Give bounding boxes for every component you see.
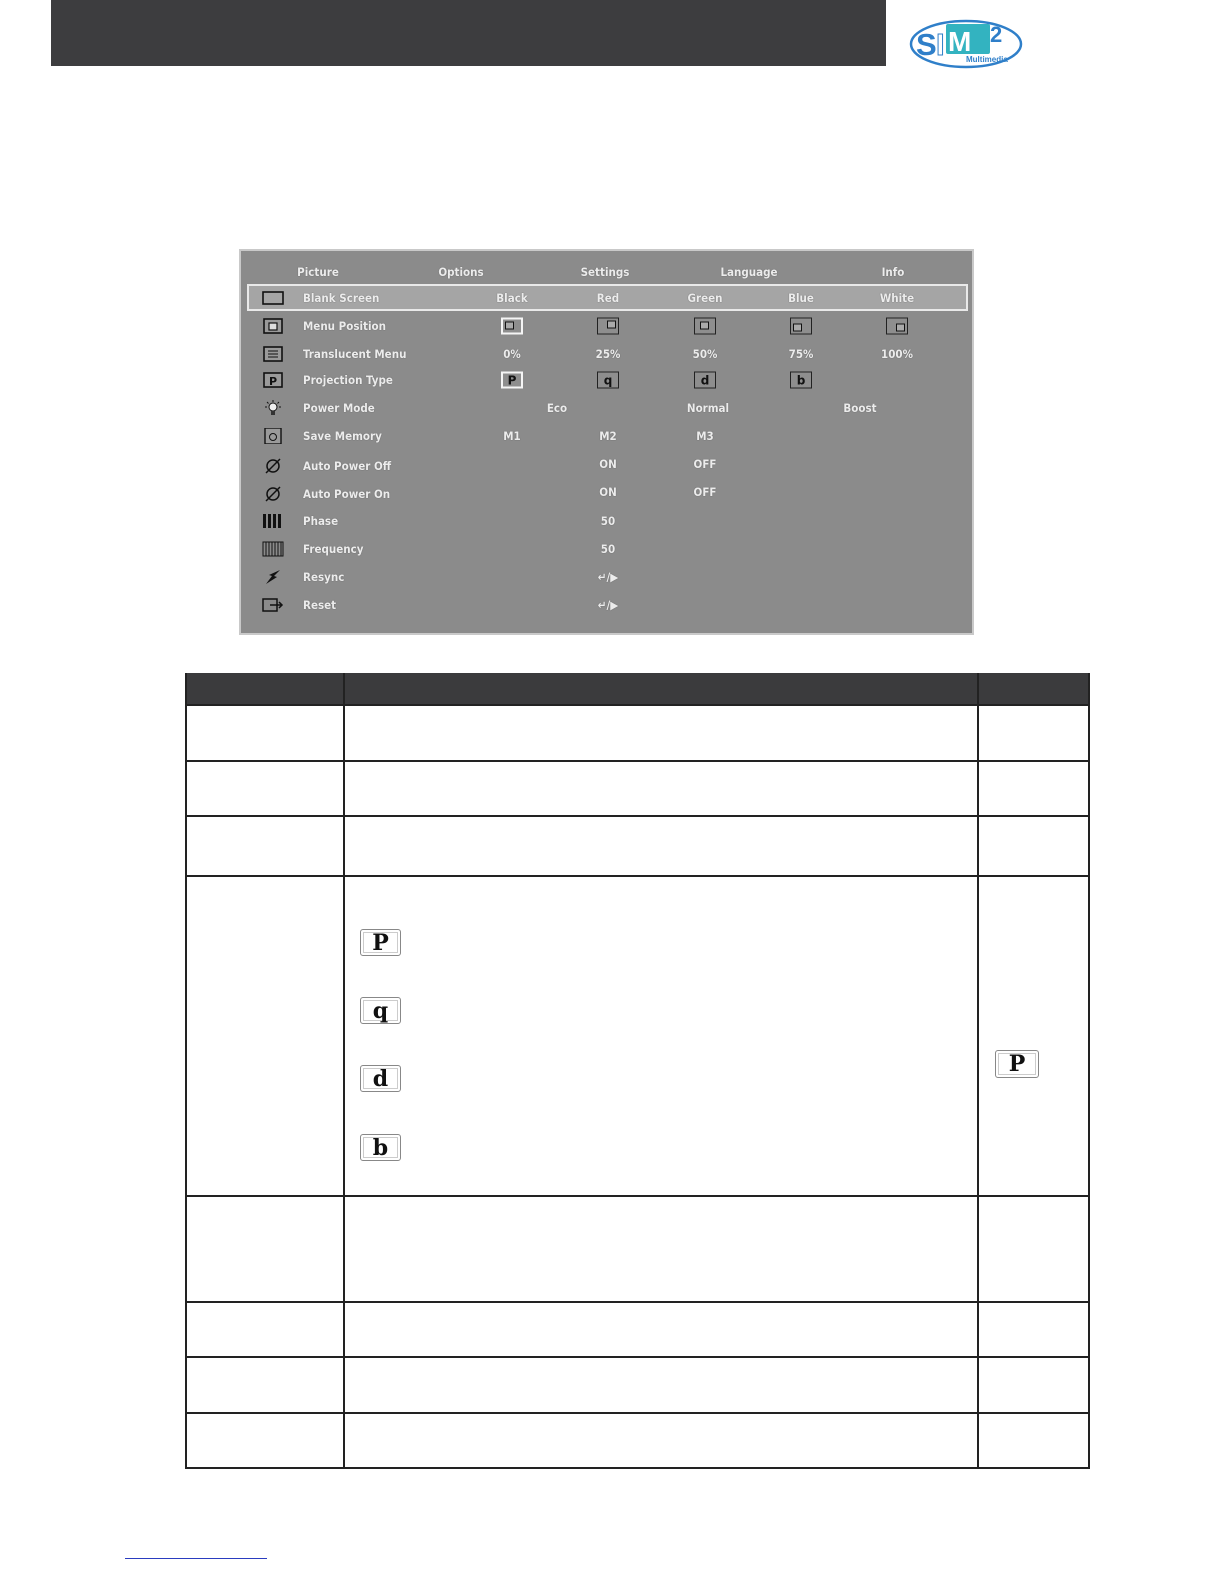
table-column-divider: [185, 673, 187, 1469]
projection-glyph-b: b: [796, 373, 806, 387]
auto-power-on-label[interactable]: Auto Power On: [303, 487, 391, 501]
auto-power-off-icon: [262, 458, 284, 474]
blank-option-green[interactable]: Green: [687, 291, 723, 305]
resync-label[interactable]: Resync: [303, 570, 345, 584]
table-row-divider: [185, 1195, 1090, 1197]
tab-settings[interactable]: Settings: [580, 265, 630, 279]
menu-position-bottom-right-icon[interactable]: [886, 318, 908, 335]
projection-front-table-icon: [360, 929, 401, 956]
tab-language[interactable]: Language: [720, 265, 778, 279]
svg-text:I: I: [936, 27, 945, 62]
menu-position-top-left-icon[interactable]: [501, 318, 523, 335]
table-row-divider: [185, 1412, 1090, 1414]
svg-text:Multimedia: Multimedia: [966, 55, 1008, 64]
default-projection-icon: [995, 1050, 1039, 1078]
footer-link-underline: [125, 1558, 267, 1559]
resync-action[interactable]: ↵/▶: [597, 570, 619, 584]
projection-front-ceiling-icon[interactable]: [694, 372, 716, 389]
projection-glyph-p: P: [372, 929, 389, 956]
translucent-menu-icon: [262, 346, 284, 362]
phase-value[interactable]: 50: [600, 514, 616, 528]
table-row-divider: [185, 704, 1090, 706]
menu-position-top-right-icon[interactable]: [597, 318, 619, 335]
auto-power-off-off[interactable]: OFF: [693, 457, 717, 471]
power-mode-boost[interactable]: Boost: [843, 401, 877, 415]
tab-picture[interactable]: Picture: [297, 265, 339, 279]
projection-glyph-d: d: [700, 373, 710, 387]
svg-text:M: M: [948, 26, 972, 57]
frequency-icon: [262, 541, 284, 557]
save-memory-icon: [262, 428, 284, 444]
projection-rear-ceiling-icon[interactable]: [790, 372, 812, 389]
projection-front-icon[interactable]: [501, 372, 523, 389]
power-mode-normal[interactable]: Normal: [686, 401, 730, 415]
save-memory-label[interactable]: Save Memory: [303, 429, 382, 443]
svg-text:P: P: [269, 375, 278, 388]
lightbulb-icon: [262, 400, 284, 416]
translucent-menu-label[interactable]: Translucent Menu: [303, 347, 407, 361]
table-row-divider: [185, 1467, 1090, 1469]
save-memory-m1[interactable]: M1: [503, 429, 521, 443]
blank-option-blue[interactable]: Blue: [788, 291, 814, 305]
save-memory-m3[interactable]: M3: [696, 429, 714, 443]
table-column-divider: [977, 673, 979, 1469]
sim2-logo: [908, 14, 1026, 70]
table-row-divider: [185, 875, 1090, 877]
translucent-option-100[interactable]: 100%: [881, 347, 913, 361]
projection-type-icon: [262, 372, 284, 388]
translucent-option-25[interactable]: 25%: [595, 347, 621, 361]
projection-rear-table-icon: [360, 997, 401, 1024]
svg-text:2: 2: [990, 22, 1003, 47]
header-bar: [51, 0, 886, 66]
reset-icon: [262, 597, 284, 613]
default-projection-glyph: P: [1008, 1051, 1026, 1077]
auto-power-off-on[interactable]: ON: [599, 457, 617, 471]
table-row-divider: [185, 1356, 1090, 1358]
reset-label[interactable]: Reset: [303, 598, 337, 612]
blank-screen-icon: [262, 290, 284, 306]
frequency-label[interactable]: Frequency: [303, 542, 364, 556]
tab-info[interactable]: Info: [881, 265, 905, 279]
blank-option-white[interactable]: White: [879, 291, 915, 305]
table-header: [185, 673, 1090, 705]
table-row-divider: [185, 1301, 1090, 1303]
projection-front-ceiling-table-icon: [360, 1065, 401, 1092]
blank-option-black[interactable]: Black: [496, 291, 528, 305]
save-memory-m2[interactable]: M2: [599, 429, 617, 443]
auto-power-on-icon: [262, 486, 284, 502]
projection-glyph-p: P: [507, 373, 517, 387]
menu-position-icon: [262, 318, 284, 334]
table-row-divider: [185, 760, 1090, 762]
auto-power-off-label[interactable]: Auto Power Off: [303, 459, 392, 473]
translucent-option-75[interactable]: 75%: [788, 347, 814, 361]
auto-power-on-on[interactable]: ON: [599, 485, 617, 499]
projection-glyph-b: b: [372, 1134, 389, 1161]
menu-position-bottom-left-icon[interactable]: [790, 318, 812, 335]
table-column-divider: [1088, 673, 1090, 1469]
svg-text:S: S: [916, 27, 937, 62]
power-mode-eco[interactable]: Eco: [546, 401, 568, 415]
translucent-option-50[interactable]: 50%: [692, 347, 718, 361]
settings-table: [185, 673, 1090, 1469]
menu-position-label[interactable]: Menu Position: [303, 319, 387, 333]
osd-menu: [239, 249, 974, 635]
power-mode-label[interactable]: Power Mode: [303, 401, 375, 415]
table-row-divider: [185, 815, 1090, 817]
blank-screen-label[interactable]: Blank Screen: [303, 291, 380, 305]
table-column-divider: [343, 673, 345, 1469]
auto-power-on-off[interactable]: OFF: [693, 485, 717, 499]
blank-option-red[interactable]: Red: [596, 291, 620, 305]
projection-glyph-d: d: [372, 1065, 389, 1092]
menu-position-center-icon[interactable]: [694, 318, 716, 335]
translucent-option-0[interactable]: 0%: [503, 347, 521, 361]
projection-rear-icon[interactable]: [597, 372, 619, 389]
projection-glyph-q: q: [372, 997, 389, 1024]
projection-type-label[interactable]: Projection Type: [303, 373, 393, 387]
projection-rear-ceiling-table-icon: [360, 1134, 401, 1161]
tab-options[interactable]: Options: [438, 265, 484, 279]
resync-icon: [262, 569, 284, 585]
phase-icon: [262, 513, 284, 529]
reset-action[interactable]: ↵/▶: [597, 598, 619, 612]
frequency-value[interactable]: 50: [600, 542, 616, 556]
phase-label[interactable]: Phase: [303, 514, 339, 528]
projection-glyph-q: q: [603, 373, 613, 387]
